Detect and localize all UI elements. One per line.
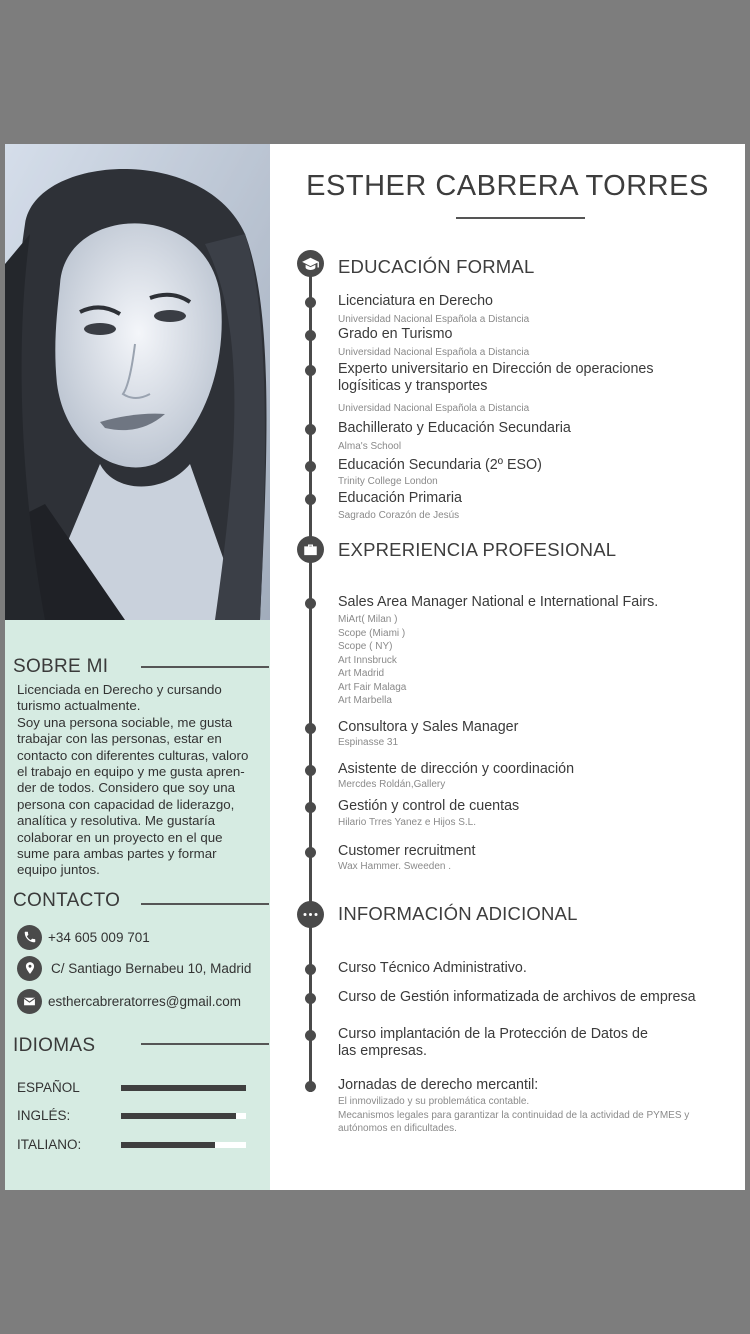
name-divider [456, 217, 585, 219]
education-item-title: Grado en Turismo [338, 326, 453, 342]
education-item-title: Bachillerato y Educación Secundaria [338, 420, 571, 436]
location-pin-icon [17, 956, 42, 981]
additional-title: INFORMACIÓN ADICIONAL [338, 903, 578, 924]
left-column [5, 144, 270, 1190]
phone-text: +34 605 009 701 [48, 929, 150, 945]
experience-item-subtitle: Hilario Trres Yanez e Hijos S.L. [338, 817, 477, 828]
additional-item-title: Curso de Gestión informatizada de archivos de empresa [338, 989, 696, 1005]
languages-divider [141, 1043, 269, 1045]
timeline-dot [305, 765, 316, 776]
experience-item-title: Sales Area Manager National e International Fairs. [338, 594, 659, 610]
additional-item-subtitle: El inmovilizado y su problemática contable. Mecanismos legales para garantizar la continuidad de la actividad de PYMES y autónomos en dificultades. [338, 1096, 690, 1134]
language-level-bar [121, 1113, 246, 1119]
experience-item-subtitle: Espinasse 31 [338, 737, 399, 748]
additional-item-title: Curso implantación de la Protección de Datos de las empresas. [338, 1026, 648, 1059]
experience-item-subtitle: Mercdes Roldán,Gallery [338, 779, 446, 790]
experience-item-subtitle: MiArt( Milan ) Scope (Miami ) Scope ( NY) Art Innsbruck Art Madrid Art Fair Malaga Art Marbella [338, 614, 407, 706]
timeline-dot [305, 993, 316, 1004]
experience-item-title: Gestión y control de cuentas [338, 798, 520, 814]
language-level-fill [121, 1142, 215, 1148]
education-item-title: Licenciatura en Derecho [338, 293, 493, 309]
address-text: C/ Santiago Bernabeu 10, Madrid [51, 960, 252, 976]
language-label: ITALIANO: [17, 1137, 82, 1152]
about-text: Licenciada en Derecho y cursando turismo actualmente. Soy una persona sociable, me gusta trabajar con las personas, estar en contacto con diferentes culturas, valoro el trabajo en equipo y me gusta apren- der de todos. Considero que soy una persona con capacidad de liderazgo, analítica y resolutiva. Me gustaría colaborar en un proyecto en el que sume para ambas partes y formar equipo juntos. [17, 682, 249, 878]
contact-email[interactable] [17, 988, 241, 1014]
timeline-dot [305, 365, 316, 376]
experience-item-subtitle: Wax Hammer. Sweeden . [338, 861, 452, 872]
timeline-dot [305, 598, 316, 609]
email-text: esthercabreratorres@gmail.com [48, 993, 242, 1009]
timeline-dot [305, 330, 316, 341]
timeline-dot [305, 461, 316, 472]
contact-phone[interactable] [17, 924, 150, 950]
timeline-dot [305, 424, 316, 435]
education-item-subtitle: Alma's School [338, 441, 402, 452]
briefcase-icon [297, 536, 324, 563]
timeline-dot [305, 297, 316, 308]
more-dots-icon [297, 901, 324, 928]
language-level-fill [121, 1085, 246, 1091]
contact-divider [141, 903, 269, 905]
education-item-subtitle: Universidad Nacional Española a Distancia [338, 314, 530, 325]
education-title: EDUCACIÓN FORMAL [338, 256, 535, 277]
timeline-dot [305, 964, 316, 975]
about-divider [141, 666, 269, 668]
education-item-title: Educación Primaria [338, 490, 462, 506]
contact-address [17, 955, 251, 981]
resume-sheet [5, 144, 745, 1190]
full-name: ESTHER CABRERA TORRES [306, 170, 709, 202]
experience-item-title: Consultora y Sales Manager [338, 719, 519, 735]
graduation-cap-icon [297, 250, 324, 277]
education-item-title: Experto universitario en Dirección de operaciones logísiticas y transportes [338, 361, 654, 394]
additional-item-title: Curso Técnico Administrativo. [338, 960, 527, 976]
timeline-dot [305, 494, 316, 505]
languages-title: IDIOMAS [13, 1035, 96, 1056]
language-label: ESPAÑOL [17, 1080, 80, 1095]
profile-photo [5, 144, 270, 620]
additional-item-title: Jornadas de derecho mercantil: [338, 1077, 539, 1093]
education-item-subtitle: Sagrado Corazón de Jesús [338, 510, 460, 521]
language-level-bar [121, 1142, 246, 1148]
timeline-dot [305, 1030, 316, 1041]
experience-item-title: Customer recruitment [338, 843, 476, 859]
language-level-bar [121, 1085, 246, 1091]
language-level-fill [121, 1113, 236, 1119]
education-item-title: Educación Secundaria (2º ESO) [338, 457, 542, 473]
about-title: SOBRE MI [13, 656, 109, 677]
timeline-dot [305, 1081, 316, 1092]
timeline-dot [305, 802, 316, 813]
phone-icon [17, 925, 42, 950]
timeline-dot [305, 847, 316, 858]
language-label: INGLÉS: [17, 1108, 71, 1123]
education-item-subtitle: Universidad Nacional Española a Distancia [338, 347, 530, 358]
experience-title: EXPRERIENCIA PROFESIONAL [338, 539, 617, 560]
experience-item-title: Asistente de dirección y coordinación [338, 761, 575, 777]
contact-title: CONTACTO [13, 890, 121, 911]
education-item-subtitle: Trinity College London [338, 476, 438, 487]
email-icon [17, 989, 42, 1014]
education-item-subtitle: Universidad Nacional Española a Distancia [338, 403, 530, 414]
timeline-dot [305, 723, 316, 734]
